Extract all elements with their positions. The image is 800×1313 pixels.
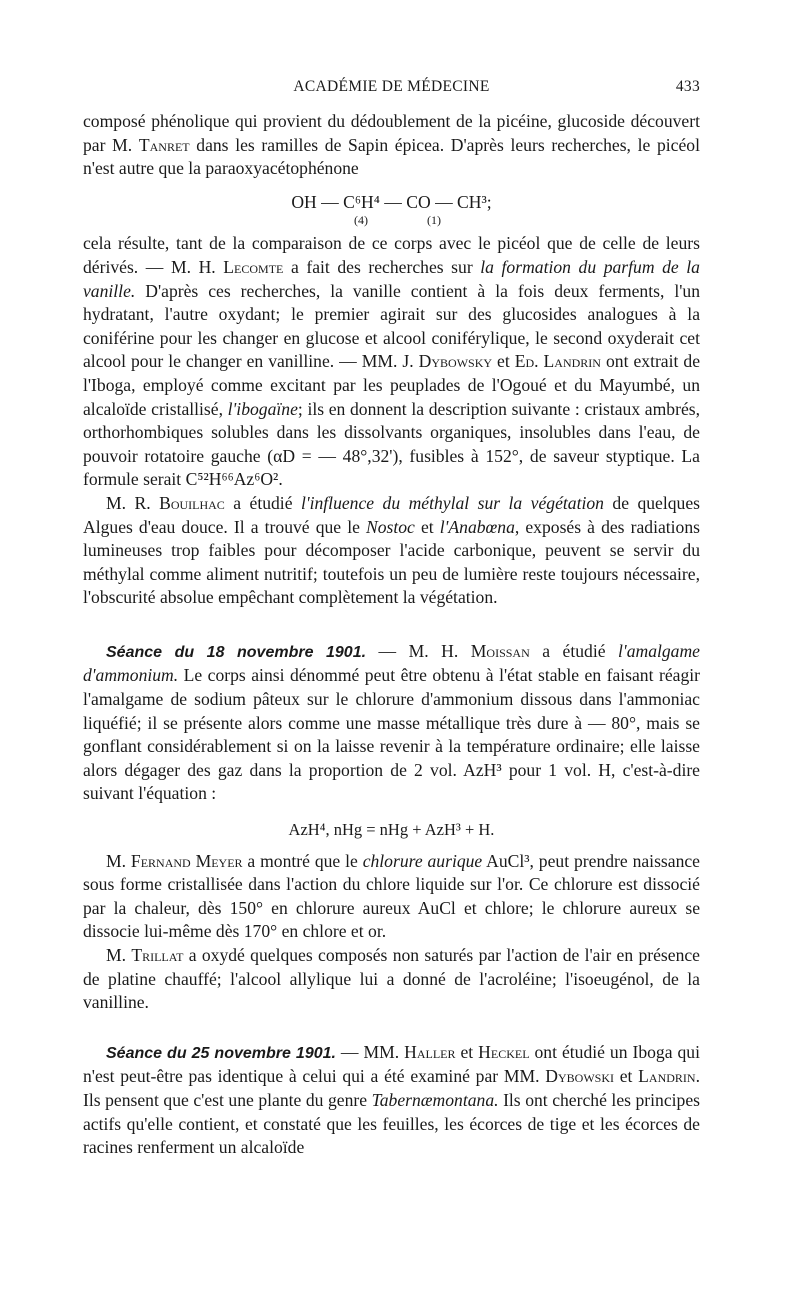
italic-title: l'influence du méthylal sur la végétation — [300, 492, 604, 513]
chemical-equation: AzH⁴, nHg = nHg + AzH³ + H. — [288, 820, 495, 840]
text-run: . Ils pensent que c'est une plante du genre — [83, 1066, 700, 1110]
running-header — [83, 78, 700, 100]
author-name: Haller — [404, 1041, 456, 1062]
paragraph-picéol — [83, 110, 700, 181]
text-run: et — [614, 1066, 639, 1087]
paragraph-seance-18-novembre — [83, 640, 700, 806]
text-run: dans les ramilles de Sapin épicea. D'après leurs recherches, le picéol n'est autre que la paraoxyacétophénone — [83, 134, 700, 179]
italic-title: la formation du parfum de la vanille. — [83, 256, 700, 301]
page-number: 433 — [675, 78, 700, 95]
text-run: — M. H. — [366, 640, 471, 661]
author-name: Dybowsky — [418, 351, 493, 372]
text-run: — MM. — [335, 1041, 405, 1062]
author-name: Bouilhac — [159, 492, 225, 513]
author-name: Lecomte — [223, 256, 284, 277]
section-gap — [83, 610, 700, 640]
text-run: Ils ont cherché les principes actifs qu'elle contient, et constaté que les feuilles, les écorces de tige et les écorces de racines renferment un alcaloïde — [83, 1089, 700, 1158]
section-gap — [83, 1015, 700, 1041]
text-run: M. — [106, 945, 132, 965]
text-run: cela résulte, tant de la comparaison de ce corps avec le picéol que de celle de leurs dérivés. — M. H. — [83, 233, 700, 277]
paragraph-vanille — [83, 232, 700, 492]
text-run: Le corps ainsi dénommé peut être obtenu à l'état stable en faisant réagir l'amalgame de sodium pâteux sur le chlorure d'ammonium dissous dans l'ammoniac liquéfié; il se présente alors comme une masse métallique très dure à — 80°, mais se gonflant considérablement si on la laisse revenir à la température ordinaire; elle laisse alors dégager des gaz dans la proportion de 2 vol. AzH³ pour 1 vol. H, c'est-à-dire suivant l'équation : — [83, 665, 700, 804]
italic-title: l'amalgame d'ammonium. — [83, 640, 700, 686]
text-run: M. R. — [106, 492, 160, 513]
text-run: a étudié — [224, 492, 301, 513]
text-run: M. — [106, 850, 131, 871]
text-run: a étudié — [529, 640, 619, 661]
text-run: a montré que le — [242, 850, 363, 871]
text-run: ont étudié un Iboga qui n'est peut-être pas identique à celui qui a été examiné par MM. — [83, 1041, 700, 1087]
author-name: Dybowski — [545, 1066, 614, 1087]
author-name: Moissan — [470, 640, 530, 661]
text-run: et — [414, 516, 440, 537]
italic-term: Tabernæmontana. — [371, 1089, 499, 1110]
author-name: Tanret — [138, 134, 190, 155]
header-title: ACADÉMIE DE MÉDECINE — [293, 78, 490, 95]
author-name: Landrin — [638, 1066, 696, 1087]
text-run: de quelques Algues d'eau douce. Il a trouvé que le — [83, 492, 700, 537]
seance-heading: Séance du 25 novembre 1901. — [106, 1044, 336, 1062]
text-run: ; ils en donnent la description suivante : cristaux ambrés, orthorhombiques solubles dans les dissolvants organiques, insolubles dans l'eau, de pouvoir rotatoire gauche (αD = — 48°,32'), fusibles à 152°, de saveur styptique. La formule serait C⁵²H⁶⁶Az⁶O². — [83, 398, 700, 490]
text-run: composé phénolique qui provient du dédoublement de la picéine, glucoside découvert par M. — [83, 111, 700, 155]
text-run: D'après ces recherches, la vanille contient à la fois deux ferments, l'un hydratant, l'autre oxydant; le premier agirait sur des glucosides analogues à la coniférine pour les changer en glucose et alcool coniférylique, le second oxyderait cet alcool pour le changer en vanilline. — MM. J. — [83, 280, 700, 372]
formula-main: OH — C⁶H⁴ — CO — CH³; — [291, 191, 492, 212]
author-name: Fernand Meyer — [130, 850, 243, 871]
text-body — [83, 110, 700, 1160]
text-run: , exposés à des radiations lumineuses trop faibles pour décomposer l'acide carbonique, peuvent se servir du méthylal comme aliment nutritif; toutefois un peu de lumière reste toujours nécessaire, l'obscurité absolue empêchant complètement la végétation. — [83, 516, 700, 608]
author-name: Heckel — [478, 1041, 530, 1062]
formula-positions: (4) (1) — [354, 213, 441, 228]
chemical-formula — [83, 191, 700, 227]
italic-term: l'ibogaïne — [227, 398, 298, 419]
italic-title: chlorure aurique — [362, 850, 483, 871]
italic-term: Nostoc — [365, 516, 415, 537]
seance-heading: Séance du 18 novembre 1901. — [106, 643, 367, 661]
text-run: a oxydé quelques composés non saturés par l'action de l'air en présence de platine chauffé; l'alcool allylique lui a donné de l'acroléine; l'isoeugénol, de la vanilline. — [83, 945, 700, 1013]
author-name: Trillat — [131, 945, 184, 965]
text-run: et — [492, 351, 515, 372]
italic-term: l'Anabœna — [439, 516, 515, 537]
paragraph-seance-25-novembre — [83, 1041, 700, 1160]
text-run: et — [455, 1041, 479, 1062]
text-run: a fait des recherches sur — [283, 256, 481, 277]
paragraph-chlorure-aurique — [83, 850, 700, 944]
author-name: Ed. Landrin — [514, 351, 601, 372]
text-run: AuCl³, peut prendre naissance sous forme cristallisée dans l'action du chlore liquide sur l'or. Ce chlorure est dissocié par la chaleur, dès 150° en chlorure aureux AuCl et chlore; le chlorure aureux se dissocie lui-même dès 170° en chlore et or. — [83, 850, 700, 942]
paragraph-methylal — [83, 492, 700, 610]
paragraph-trillat — [83, 944, 700, 1015]
text-run: ont extrait de l'Iboga, employé comme excitant par les peuplades de l'Ogoué et du Mayumbé, un alcaloïde cristallisé, — [83, 351, 700, 419]
